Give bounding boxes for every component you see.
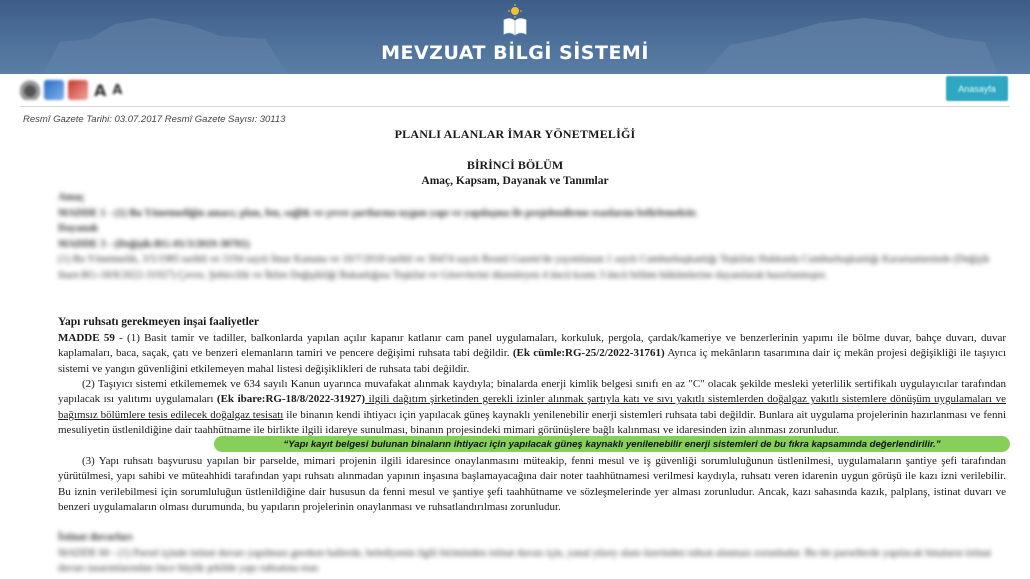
highlighted-quote: “Yapı kayıt belgesi bulunan binaların ihtiyacı için yapılacak güneş kaynaklı yenilenebilir enerji sistemleri de bu fıkra kapsamında değerlendirilir.” — [214, 436, 1010, 452]
font-increase-icon[interactable]: A — [94, 80, 107, 100]
article-number: MADDE 59 — [58, 332, 115, 344]
gazette-info: Resmî Gazete Tarihi: 03.07.2017 Resmî Gazete Sayısı: 30113 — [23, 114, 286, 125]
logo-icon — [501, 4, 529, 36]
paragraph-text: - (1) Basit tamir ve tadiller, balkonlarda yapılan açılır kapanır katlanır cam panel uygulamaları, korkuluk, pergola, çardak/kameriye ve benzerlerinin yapımı ile bölme duvar, bahçe duvarı, duvar kaplamaları, baca, saçak, çatı ve benzeri elemanların tamiri ve pencere değişimi ruhsata tabi değildir. — [58, 332, 1006, 360]
paragraph-text: (2) Taşıyıcı sistemi etkilememek ve 634 sayılı Kanun uyarınca muvafakat alınmak kaydıyla; binalarda enerji kimlik belgesi sınıfı en az "C" olacak şekilde mesleki yeterlilik sertifikalı uygulayıcılar tarafından yapılacak ısı yalıtımı uygulamaları — [58, 378, 1006, 406]
heading-basis: Dayanak — [58, 223, 99, 234]
header-banner — [0, 0, 1030, 74]
article-1: MADDE 1 - (1) Bu Yönetmeliğin amacı; plan, fen, sağlık ve çevre şartlarına uygun yapı ve yapılaşma ile projelendirme esaslarını belirlemektir. — [58, 207, 698, 219]
toolbar-divider — [20, 106, 1010, 107]
chapter-subtitle: Amaç, Kapsam, Dayanak ve Tanımlar — [421, 175, 609, 187]
site-title: MEVZUAT BİLGİ SİSTEMİ — [381, 42, 649, 64]
home-button[interactable]: Anasayfa — [946, 76, 1008, 101]
chapter-title: BİRİNCİ BÖLÜM — [466, 158, 564, 172]
article-3-text: (1) Bu Yönetmelik, 3/5/1985 tarihli ve 3194 sayılı İmar Kanunu ve 10/7/2018 tarihli ve 30474 sayılı Resmî Gazete'de yayımlanan 1 sayılı Cumhurbaşkanlığı Teşkilatı Hakkında Cumhurbaşkanlığı Kararnamesinde (Değişik ibare:RG-18/8/2022-31927) Çevre, Şehircilik ve İklim Değişikliği Bakanlığına Teşkilat ve Görevlerini düzenleyen 4 üncü kısmı 3 üncü bölüm hükümlerine dayanılarak hazırlanmıştır. — [58, 254, 990, 281]
amendment-reference: (Ek ibare:RG-18/8/2022-31927) — [216, 393, 366, 406]
blurred-outro-text — [58, 530, 1004, 577]
document-title: PLANLI ALANLAR İMAR YÖNETMELİĞİ — [394, 127, 636, 141]
article-59-paragraph-3 — [58, 454, 1006, 515]
heading-purpose: Amaç — [58, 192, 85, 203]
article-60-text: MADDE 60 - (1) Parsel içinde istinat duvarı yapılması gereken hallerde, belediyenin ilgili biriminden istinat duvarı için, yanal yüzey alanı üzerinden ruhsat alınması zorunludur. Bu tür parsellerde yapılacak binaların istinat duvarı tasarımlarından önce büyük şekilde yapı ruhsatına esas — [58, 547, 992, 574]
paragraph-text: (3) Yapı ruhsatı başvurusu yapılan bir parselde, mimari projenin ilgili idaresince onaylanmasını müteakip, fenni mesul ve iş güvenliği sorumluluğunun üstlenilmesi, uygulamaların şantiye şefi tarafından yürütülmesi, yapı sahibi ve müteahhidi tarafından yapı ruhsatı alınmadan yapının inşasına başlamayacağına dair noter taahhütnamesi verilmesi kaydıyla, ruhsatı veren idarenin uygun görüşü ile kazı izni verilebilir. Bu iznin verilebilmesi için sorumluluğun üstlenildiğine dair hususun da fenni mesul ve şantiye şefi taahhütname ve sözleşmelerinde yer alması zorunludur. Ancak, kazı sahasında kazık, palplanş, istinat duvarı ve benzeri uygulamaların olması durumunda, bu yapıların projelerinin onaylanması ve ruhsatlandırılması zorunludur. — [58, 455, 1006, 513]
article-59-paragraph-1 — [58, 331, 1006, 377]
article-59-paragraph-2 — [58, 377, 1006, 438]
font-decrease-icon[interactable]: A — [112, 82, 123, 98]
blurred-intro-text — [58, 190, 1004, 283]
heading-retaining-walls: İstinat duvarları — [58, 532, 133, 543]
toolbar — [20, 76, 1015, 104]
paragraph-text: Ayrıca iç mekânların tasarımına dair iç mekân projesi değişikliği ile taşıyıcı sistemi ve yangın güvenliğini etkilemeyen mahal listesi değişiklikleri de ruhsata tabi değildir. — [58, 347, 1006, 375]
paragraph-text: ile binanın kendi ihtiyacı için yapılacak güneş kaynaklı yenilenebilir enerji sistemleri ruhsata tabi değildir. Bunlara ait uygulama projelerinin hazırlanması ve fenni mesuliyetin üstlenildiğine dair taahhütname ile birlikte ilgili idareye sunulması, binanın projesindeki mimari görünüşlere bağlı kalınması ve idaresinden izin alınması zorunludur. — [58, 408, 1006, 436]
amendment-reference: (Ek cümle:RG-25/2/2022-31761) — [512, 347, 665, 360]
word-icon[interactable] — [44, 80, 64, 100]
article-3: MADDE 3 - (Değişik:RG-01/3/2019-30701) — [58, 238, 250, 250]
section-heading: Yapı ruhsatı gerekmeyen inşai faaliyetler — [58, 316, 260, 328]
pdf-icon[interactable] — [68, 80, 88, 100]
print-icon[interactable] — [20, 80, 40, 100]
underlined-text: ilgili dağıtım şirketinden gerekli izinler alınmak şartıyla katı ve sıvı yakıtlı sistemlerden doğalgaz yakıtlı sistemlere dönüşüm uygulamaları ve bağımsız bölümlere tesis edilecek doğalgaz tesisatı — [58, 393, 1006, 421]
